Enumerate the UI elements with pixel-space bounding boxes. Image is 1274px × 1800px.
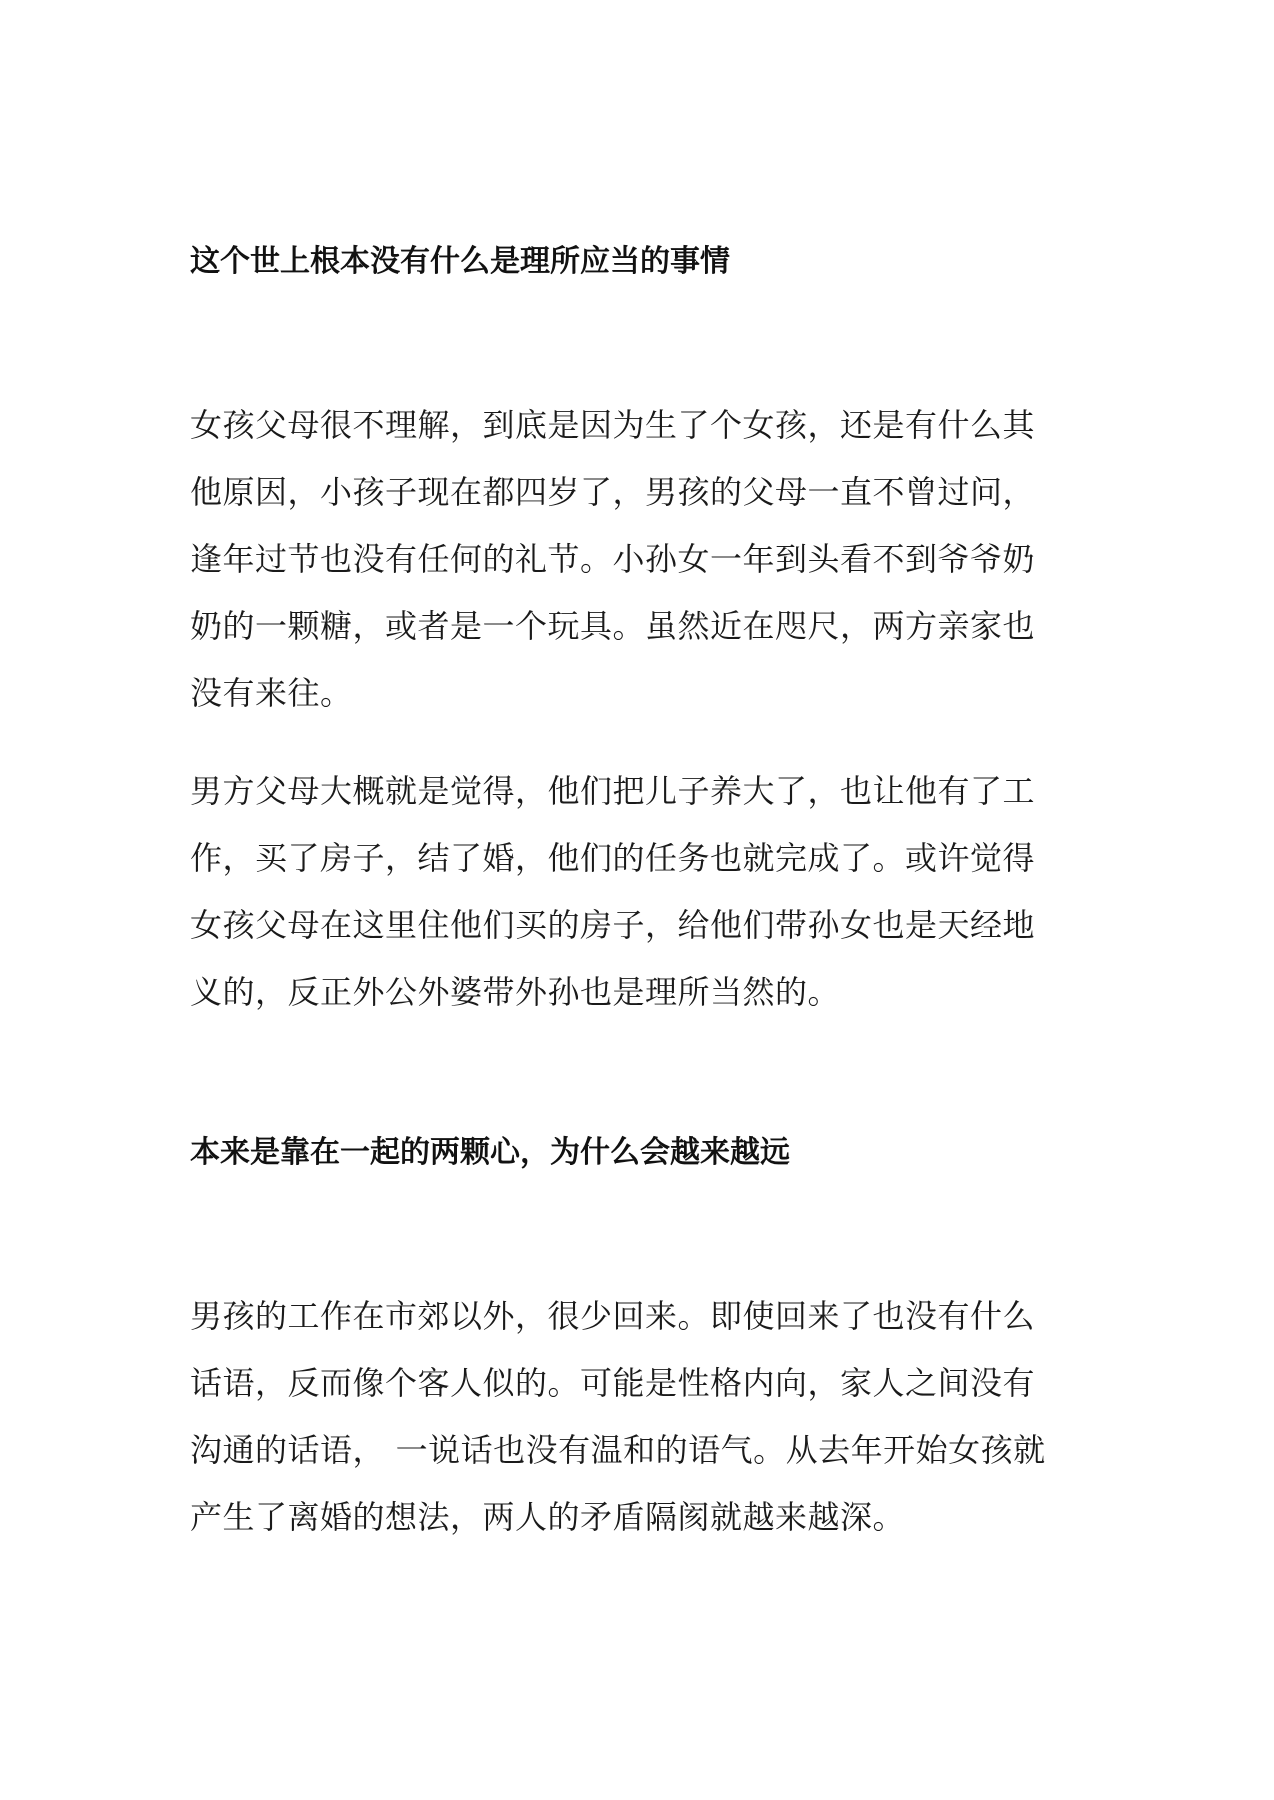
section-heading-2: 本来是靠在一起的两颗心，为什么会越来越远 — [190, 1135, 790, 1170]
paragraph-line: 没有来往。 — [190, 674, 353, 712]
paragraph-line: 话语，反而像个客人似的。可能是性格内向，家人之间没有 — [190, 1364, 1036, 1402]
section-heading-1: 这个世上根本没有什么是理所应当的事情 — [190, 244, 730, 279]
paragraph-line: 他原因，小孩子现在都四岁了，男孩的父母一直不曾过问， — [190, 473, 1036, 511]
paragraph-line: 男方父母大概就是觉得，他们把儿子养大了，也让他有了工 — [190, 772, 1036, 810]
paragraph-line: 义的，反正外公外婆带外孙也是理所当然的。 — [190, 973, 841, 1011]
paragraph-line: 奶的一颗糖，或者是一个玩具。虽然近在咫尺，两方亲家也 — [190, 607, 1036, 645]
paragraph-1 — [190, 392, 1090, 727]
paragraph-line: 女孩父母很不理解，到底是因为生了个女孩，还是有什么其 — [190, 406, 1036, 444]
paragraph-line: 沟通的话语， 一说话也没有温和的语气。从去年开始女孩就 — [190, 1431, 1046, 1469]
paragraph-line: 作，买了房子，结了婚，他们的任务也就完成了。或许觉得 — [190, 839, 1036, 877]
paragraph-line: 女孩父母在这里住他们买的房子，给他们带孙女也是天经地 — [190, 906, 1036, 944]
paragraph-2 — [190, 758, 1090, 1026]
paragraph-3 — [190, 1283, 1090, 1551]
paragraph-line: 产生了离婚的想法，两人的矛盾隔阂就越来越深。 — [190, 1498, 906, 1536]
paragraph-line: 逢年过节也没有任何的礼节。小孙女一年到头看不到爷爷奶 — [190, 540, 1036, 578]
paragraph-line: 男孩的工作在市郊以外，很少回来。即使回来了也没有什么 — [190, 1297, 1036, 1335]
